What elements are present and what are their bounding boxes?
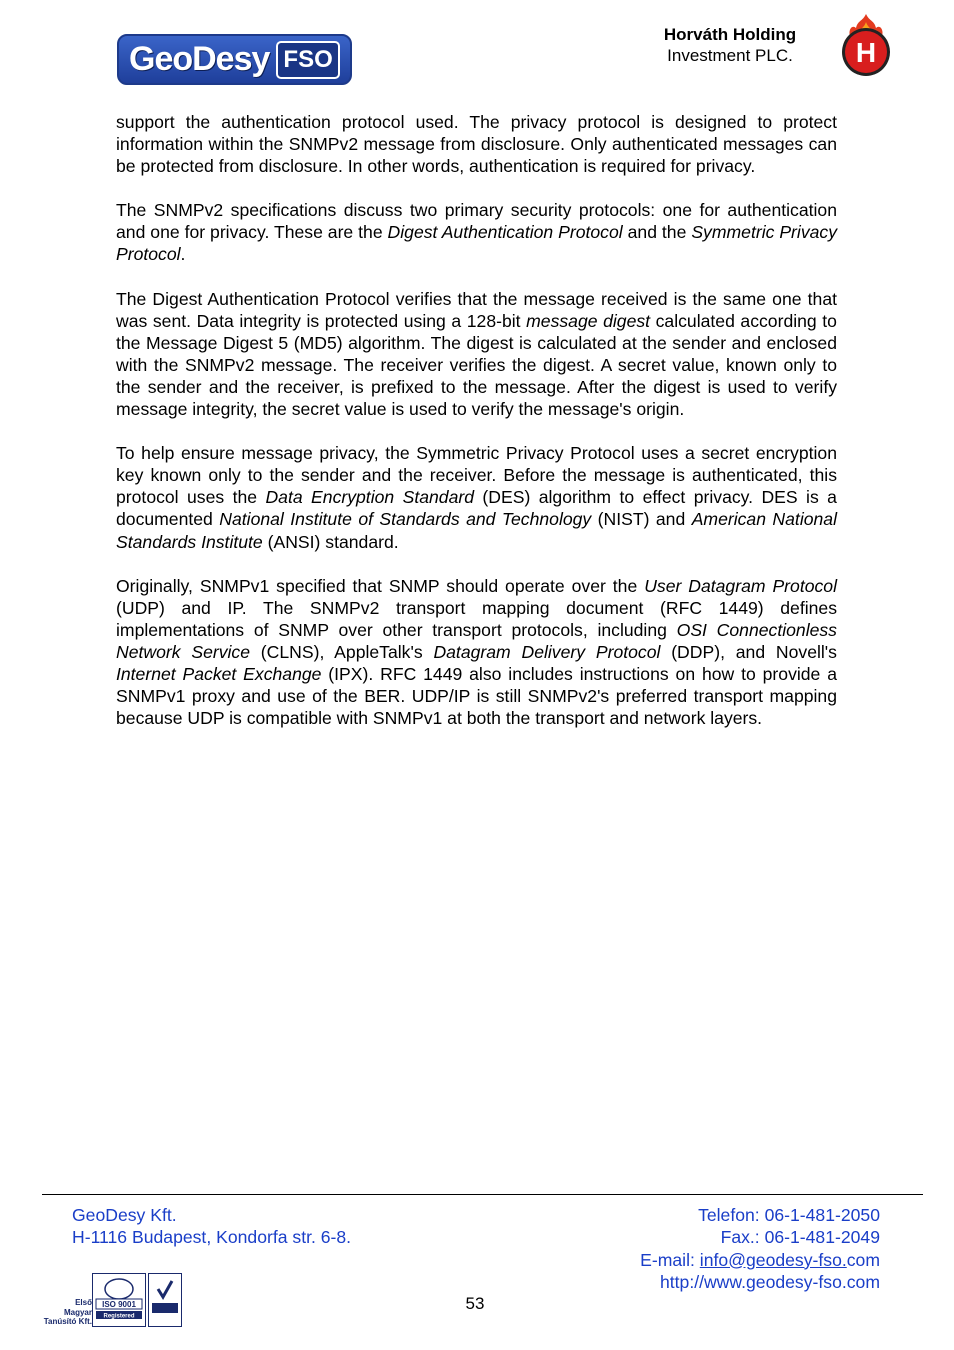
footer-fax: Fax.: 06-1-481-2049 xyxy=(720,1227,880,1248)
document-body xyxy=(116,111,837,751)
horvath-h-logo-icon xyxy=(838,12,894,80)
p5-run: Internet Packet Exchange xyxy=(116,663,322,684)
p4-run: (NIST) and xyxy=(591,509,692,530)
p5-run: (UDP) and IP. The SNMPv2 transport mapping document (RFC 1449) defines implementations of SNMP over other transport protocols, including xyxy=(116,597,837,640)
p5-run: (IPX). RFC 1449 also includes instructions on how to provide a SNMPv1 proxy and use of the BER. UDP/IP is still SNMPv2's preferred transport mapping because UDP is compatible with SNMPv1 at both the transport and network layers. xyxy=(116,663,837,729)
footer-email-tail: com xyxy=(846,1249,880,1270)
footer-address-block xyxy=(72,1204,351,1248)
page-number: 53 xyxy=(465,1294,485,1313)
paragraph-2 xyxy=(116,199,837,265)
geodesy-fso-logo xyxy=(117,34,352,85)
cert-iso-text: ISO 9001 xyxy=(102,1300,136,1309)
footer-address: H-1116 Budapest, Kondorfa str. 6-8. xyxy=(72,1227,352,1247)
paragraph-4 xyxy=(116,442,837,552)
footer-contact-block xyxy=(640,1204,880,1293)
paragraph-3 xyxy=(116,288,837,421)
p5-run: (DDP), and Novell's xyxy=(660,641,837,662)
holding-line1: Horváth Holding xyxy=(663,25,797,44)
p4-run: American National Standards Institute xyxy=(116,509,837,552)
p5-run: User Datagram Protocol xyxy=(644,575,837,596)
cert-registered-text: Registered xyxy=(103,1313,135,1320)
p5-run: OSI Connectionless Network Service xyxy=(116,619,837,662)
p3-run: message digest xyxy=(526,310,651,331)
p2-run: . xyxy=(180,244,186,265)
paragraph-1 xyxy=(116,111,837,177)
footer-phone: Telefon: 06-1-481-2050 xyxy=(698,1205,880,1225)
footer-email-link[interactable]: info@geodesy-fso. xyxy=(699,1249,847,1270)
holding-line2: Investment PLC. xyxy=(667,46,793,65)
p4-run: (ANSI) standard. xyxy=(262,531,399,552)
p2-run: Digest Authentication Protocol xyxy=(387,222,623,243)
p5-run: Datagram Delivery Protocol xyxy=(433,641,661,662)
p5-run: Originally, SNMPv1 specified that SNMP should operate over the xyxy=(116,575,645,596)
p4-run: (DES) algorithm to effect privacy. DES is a documented xyxy=(116,487,837,530)
iso-certification-badge-icon xyxy=(92,1273,182,1327)
footer-website[interactable]: http://www.geodesy-fso.com xyxy=(659,1271,880,1292)
certifier-name xyxy=(36,1298,92,1327)
p2-run: The SNMPv2 specifications discuss two primary security protocols: one for authentication and one for privacy. These are the xyxy=(116,200,837,243)
cert-line-3: Tanúsító Kft. xyxy=(43,1317,92,1326)
p3-run: calculated according to the Message Digest 5 (MD5) algorithm. The digest is calculated at the sender and enclosed with the SNMPv2 message. The receiver verifies the digest. A secret value, known only to the sender and the receiver, is prefixed to the message. After the digest is used to verify message integrity, the secret value is used to verify the message's origin. xyxy=(116,310,837,420)
p4-run: Data Encryption Standard xyxy=(265,487,474,508)
p4-run: National Institute of Standards and Technology xyxy=(219,509,592,530)
p3-run: The Digest Authentication Protocol verifies that the message received is the same one that was sent. Data integrity is protected using a 128-bit xyxy=(116,288,837,331)
p2-run: and the xyxy=(622,222,692,243)
holding-name xyxy=(630,24,830,66)
logo-fso-text: FSO xyxy=(276,41,339,79)
footer-email xyxy=(640,1249,880,1271)
h-logo-letter: H xyxy=(855,37,877,68)
p5-run: (CLNS), AppleTalk's xyxy=(250,641,434,662)
p4-run: To help ensure message privacy, the Symmetric Privacy Protocol uses a secret encryption key known only to the sender and the receiver. Before the message is authenticated, this protocol uses the xyxy=(116,443,837,508)
logo-geodesy-text: GeoDesy xyxy=(129,40,270,78)
cert-line-1: Első xyxy=(75,1298,92,1307)
p1-run: support the authentication protocol used. The privacy protocol is designed to protect information within the SNMPv2 message from disclosure. Only authenticated messages can be protected from disclosure. In other words, authentication is required for privacy. xyxy=(116,112,837,177)
cert-line-2: Magyar xyxy=(63,1307,92,1317)
p2-run: Symmetric Privacy Protocol xyxy=(116,222,838,265)
footer-company: GeoDesy Kft. xyxy=(72,1205,177,1225)
paragraph-5 xyxy=(116,575,837,730)
footer-divider xyxy=(42,1194,923,1195)
footer-email-label: E-mail: xyxy=(640,1249,700,1270)
